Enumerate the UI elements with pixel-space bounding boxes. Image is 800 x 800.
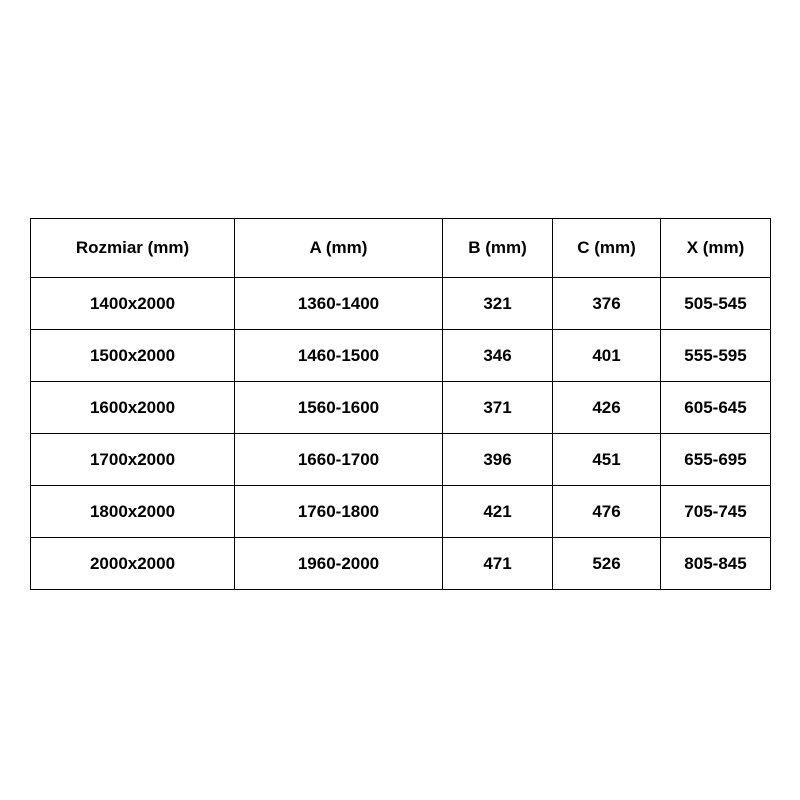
- cell-c: 426: [553, 382, 661, 434]
- cell-rozmiar: 1500x2000: [31, 330, 235, 382]
- table-body: [31, 278, 771, 590]
- cell-rozmiar: 1600x2000: [31, 382, 235, 434]
- table-row: [31, 330, 771, 382]
- cell-c: 476: [553, 486, 661, 538]
- cell-x: 605-645: [661, 382, 771, 434]
- cell-c: 451: [553, 434, 661, 486]
- cell-a: 1560-1600: [235, 382, 443, 434]
- cell-a: 1960-2000: [235, 538, 443, 590]
- table-header: [31, 219, 771, 278]
- cell-rozmiar: 1400x2000: [31, 278, 235, 330]
- table-row: [31, 538, 771, 590]
- table-row: [31, 434, 771, 486]
- column-header-rozmiar: Rozmiar (mm): [31, 219, 235, 278]
- size-table-container: [30, 218, 770, 590]
- cell-x: 505-545: [661, 278, 771, 330]
- cell-x: 805-845: [661, 538, 771, 590]
- table-row: [31, 486, 771, 538]
- cell-b: 346: [443, 330, 553, 382]
- cell-rozmiar: 2000x2000: [31, 538, 235, 590]
- column-header-x: X (mm): [661, 219, 771, 278]
- cell-a: 1360-1400: [235, 278, 443, 330]
- cell-x: 705-745: [661, 486, 771, 538]
- column-header-a: A (mm): [235, 219, 443, 278]
- table-row: [31, 382, 771, 434]
- cell-c: 376: [553, 278, 661, 330]
- table-row: [31, 278, 771, 330]
- size-table: [30, 218, 771, 590]
- cell-a: 1460-1500: [235, 330, 443, 382]
- cell-c: 526: [553, 538, 661, 590]
- cell-b: 396: [443, 434, 553, 486]
- cell-b: 421: [443, 486, 553, 538]
- cell-b: 371: [443, 382, 553, 434]
- cell-x: 555-595: [661, 330, 771, 382]
- cell-x: 655-695: [661, 434, 771, 486]
- cell-a: 1660-1700: [235, 434, 443, 486]
- cell-c: 401: [553, 330, 661, 382]
- cell-b: 471: [443, 538, 553, 590]
- cell-b: 321: [443, 278, 553, 330]
- cell-a: 1760-1800: [235, 486, 443, 538]
- cell-rozmiar: 1800x2000: [31, 486, 235, 538]
- column-header-c: C (mm): [553, 219, 661, 278]
- table-header-row: [31, 219, 771, 278]
- column-header-b: B (mm): [443, 219, 553, 278]
- cell-rozmiar: 1700x2000: [31, 434, 235, 486]
